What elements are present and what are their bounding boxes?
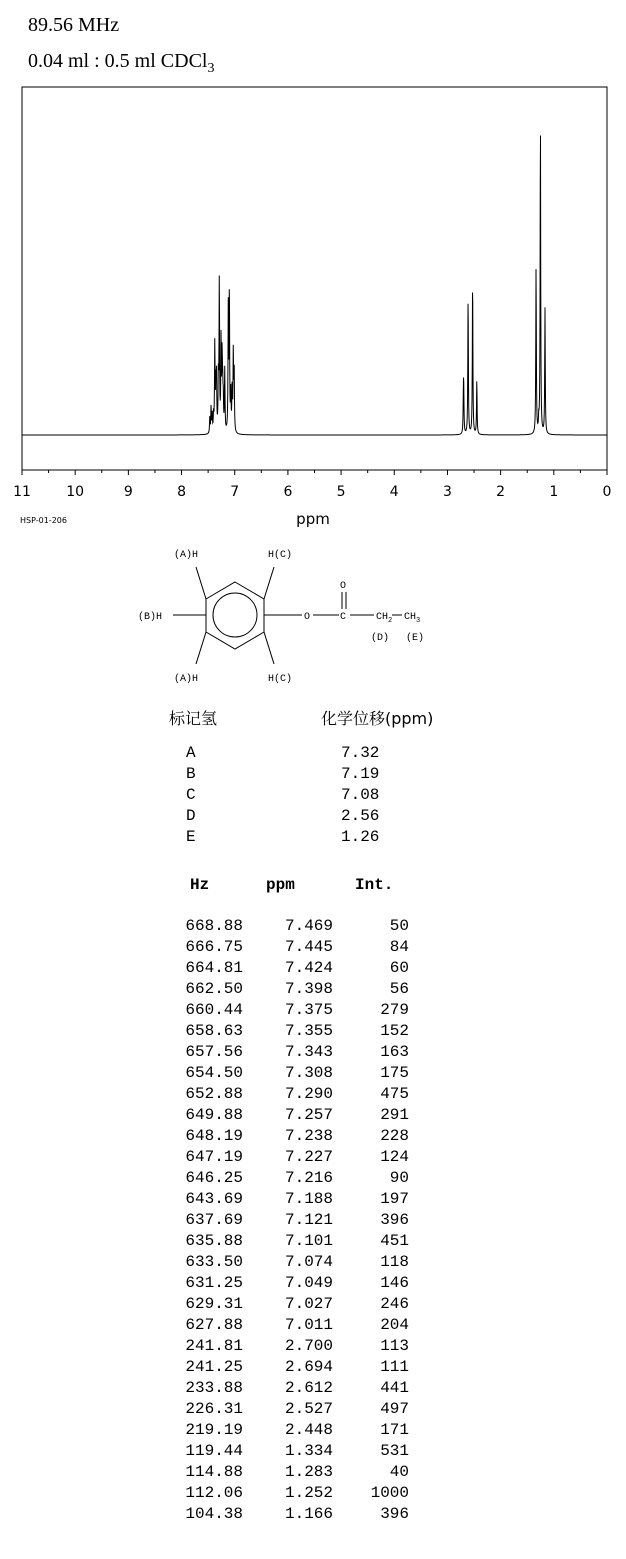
peak-int: 396 bbox=[380, 1505, 409, 1523]
peak-ppm: 7.101 bbox=[284, 1232, 333, 1250]
peak-int: 124 bbox=[380, 1148, 409, 1166]
peak-ppm: 7.011 bbox=[284, 1316, 333, 1334]
peak-int: 246 bbox=[380, 1295, 409, 1313]
label-carbon: C bbox=[340, 612, 347, 623]
peak-hz: 662.50 bbox=[185, 980, 243, 998]
peak-hz: 633.50 bbox=[185, 1253, 243, 1271]
peak-hz: 647.19 bbox=[185, 1148, 243, 1166]
peak-int: 175 bbox=[380, 1064, 409, 1082]
peak-ppm: 2.448 bbox=[284, 1421, 333, 1439]
ring-aromatic-circle bbox=[213, 593, 257, 637]
peak-hz: 119.44 bbox=[185, 1442, 243, 1460]
label-d: (D) bbox=[371, 633, 390, 644]
label-h-a-bottom: (A)H bbox=[174, 674, 199, 685]
solvent-subscript: 3 bbox=[207, 61, 215, 76]
peak-hz: 637.69 bbox=[185, 1211, 243, 1229]
x-tick-label: 6 bbox=[283, 484, 293, 500]
x-tick-label: 9 bbox=[123, 484, 133, 500]
x-tick-label: 1 bbox=[549, 484, 559, 500]
peak-ppm: 7.227 bbox=[284, 1148, 333, 1166]
peak-hz: 649.88 bbox=[185, 1106, 243, 1124]
x-tick-label: 5 bbox=[336, 484, 346, 500]
peak-hz: 646.25 bbox=[185, 1169, 243, 1187]
peak-ppm: 7.445 bbox=[284, 938, 333, 956]
molecular-structure bbox=[0, 0, 626, 700]
peak-int: 40 bbox=[389, 1463, 409, 1481]
peak-int: 396 bbox=[380, 1211, 409, 1229]
peak-int: 111 bbox=[380, 1358, 409, 1376]
peak-ppm: 7.257 bbox=[284, 1106, 333, 1124]
peak-hz: 648.19 bbox=[185, 1127, 243, 1145]
peak-hz: 660.44 bbox=[185, 1001, 243, 1019]
peak-ppm: 2.527 bbox=[284, 1400, 333, 1418]
peak-int: 60 bbox=[389, 959, 409, 977]
peak-int: 118 bbox=[380, 1253, 409, 1271]
peak-hz: 233.88 bbox=[185, 1379, 243, 1397]
peak-ppm: 2.694 bbox=[284, 1358, 333, 1376]
label-e: (E) bbox=[406, 633, 425, 644]
peak-ppm: 7.290 bbox=[284, 1085, 333, 1103]
peak-header-hz: Hz bbox=[190, 876, 210, 894]
bonds bbox=[173, 567, 402, 664]
assignment-shift: 7.08 bbox=[341, 786, 380, 804]
peak-hz: 241.25 bbox=[185, 1358, 243, 1376]
peak-int: 291 bbox=[380, 1106, 409, 1124]
peak-hz: 666.75 bbox=[185, 938, 243, 956]
peak-int: 451 bbox=[380, 1232, 409, 1250]
peak-int: 197 bbox=[380, 1190, 409, 1208]
label-h-a-top: (A)H bbox=[174, 550, 199, 561]
assignment-label: B bbox=[186, 765, 196, 783]
peak-hz: 664.81 bbox=[185, 959, 243, 977]
peak-hz: 668.88 bbox=[185, 917, 243, 935]
peak-int: 204 bbox=[380, 1316, 409, 1334]
label-ch3-sub: 3 bbox=[416, 617, 421, 625]
peak-int: 441 bbox=[380, 1379, 409, 1397]
peak-ppm: 7.049 bbox=[284, 1274, 333, 1292]
peak-int: 475 bbox=[380, 1085, 409, 1103]
peak-int: 152 bbox=[380, 1022, 409, 1040]
peak-hz: 627.88 bbox=[185, 1316, 243, 1334]
peak-int: 113 bbox=[380, 1337, 409, 1355]
assignment-label: C bbox=[186, 786, 196, 804]
peak-ppm: 7.074 bbox=[284, 1253, 333, 1271]
bond-ha-bottom bbox=[196, 632, 206, 664]
ring-hexagon bbox=[206, 582, 264, 649]
peak-ppm: 7.355 bbox=[284, 1022, 333, 1040]
peak-ppm: 7.424 bbox=[284, 959, 333, 977]
peak-int: 279 bbox=[380, 1001, 409, 1019]
peak-hz: 226.31 bbox=[185, 1400, 243, 1418]
peak-hz: 629.31 bbox=[185, 1295, 243, 1313]
peak-int: 163 bbox=[380, 1043, 409, 1061]
peak-hz: 114.88 bbox=[185, 1463, 243, 1481]
peak-ppm: 7.375 bbox=[284, 1001, 333, 1019]
peak-int: 497 bbox=[380, 1400, 409, 1418]
label-ch3: CH bbox=[404, 612, 417, 623]
peak-ppm: 1.283 bbox=[284, 1463, 333, 1481]
label-h-c-top: H(C) bbox=[268, 550, 293, 561]
peak-int: 84 bbox=[389, 938, 409, 956]
x-tick-label: 8 bbox=[177, 484, 187, 500]
peak-int: 56 bbox=[389, 980, 409, 998]
peak-ppm: 7.398 bbox=[284, 980, 333, 998]
peak-hz: 635.88 bbox=[185, 1232, 243, 1250]
assignment-shift: 1.26 bbox=[341, 828, 380, 846]
peak-header-ppm: ppm bbox=[266, 876, 295, 894]
peak-int: 531 bbox=[380, 1442, 409, 1460]
peak-hz: 643.69 bbox=[185, 1190, 243, 1208]
peak-ppm: 1.252 bbox=[284, 1484, 333, 1502]
x-axis-label: ppm bbox=[296, 510, 330, 528]
benzene-ring bbox=[206, 582, 264, 649]
label-h-c-bottom: H(C) bbox=[268, 674, 293, 685]
peak-hz: 104.38 bbox=[185, 1505, 243, 1523]
peak-int: 90 bbox=[389, 1169, 409, 1187]
assignment-shift: 7.32 bbox=[341, 744, 380, 762]
bond-hc-bottom bbox=[264, 632, 274, 664]
label-h-b: (B)H bbox=[138, 612, 163, 623]
x-tick-label: 4 bbox=[389, 484, 399, 500]
peak-ppm: 1.334 bbox=[284, 1442, 333, 1460]
label-ch2-sub: 2 bbox=[388, 617, 393, 625]
label-ch2: CH bbox=[376, 612, 389, 623]
label-oxygen: O bbox=[304, 612, 311, 623]
x-tick-label: 3 bbox=[442, 484, 452, 500]
peak-ppm: 7.308 bbox=[284, 1064, 333, 1082]
peak-hz: 652.88 bbox=[185, 1085, 243, 1103]
peak-int: 146 bbox=[380, 1274, 409, 1292]
peak-header-int: Int. bbox=[355, 876, 394, 894]
peak-ppm: 7.188 bbox=[284, 1190, 333, 1208]
peak-ppm: 7.027 bbox=[284, 1295, 333, 1313]
peak-hz: 112.06 bbox=[185, 1484, 243, 1502]
solvent-text: 0.04 ml : 0.5 ml CDCl bbox=[28, 50, 208, 72]
peak-hz: 241.81 bbox=[185, 1337, 243, 1355]
peak-ppm: 7.238 bbox=[284, 1127, 333, 1145]
label-carbonyl-o: O bbox=[340, 581, 347, 592]
assignment-header-shift: 化学位移(ppm) bbox=[321, 709, 434, 728]
peak-ppm: 2.700 bbox=[284, 1337, 333, 1355]
x-tick-label: 11 bbox=[13, 484, 31, 500]
assignment-label: E bbox=[186, 828, 196, 846]
peak-int: 228 bbox=[380, 1127, 409, 1145]
peak-ppm: 7.121 bbox=[284, 1211, 333, 1229]
peak-int: 1000 bbox=[370, 1484, 409, 1502]
peak-int: 171 bbox=[380, 1421, 409, 1439]
x-tick-label: 7 bbox=[230, 484, 240, 500]
peak-ppm: 1.166 bbox=[284, 1505, 333, 1523]
assignment-shift: 2.56 bbox=[341, 807, 380, 825]
assignment-label: D bbox=[186, 807, 196, 825]
peak-hz: 657.56 bbox=[185, 1043, 243, 1061]
x-tick-label: 2 bbox=[496, 484, 506, 500]
peak-ppm: 2.612 bbox=[284, 1379, 333, 1397]
peak-hz: 631.25 bbox=[185, 1274, 243, 1292]
peak-int: 50 bbox=[389, 917, 409, 935]
x-tick-label: 0 bbox=[602, 484, 612, 500]
bond-hc-top bbox=[264, 567, 274, 599]
assignment-label: A bbox=[186, 744, 196, 762]
x-tick-label: 10 bbox=[66, 484, 85, 500]
spectrometer-frequency: 89.56 MHz bbox=[28, 14, 120, 36]
assignment-header-label: 标记氢 bbox=[169, 709, 218, 728]
peak-hz: 219.19 bbox=[185, 1421, 243, 1439]
peak-ppm: 7.469 bbox=[284, 917, 333, 935]
peak-hz: 654.50 bbox=[185, 1064, 243, 1082]
peak-ppm: 7.343 bbox=[284, 1043, 333, 1061]
bond-ha-top bbox=[196, 567, 206, 599]
peak-hz: 658.63 bbox=[185, 1022, 243, 1040]
peak-ppm: 7.216 bbox=[284, 1169, 333, 1187]
assignment-shift: 7.19 bbox=[341, 765, 380, 783]
spectrum-code: HSP-01-206 bbox=[20, 516, 67, 525]
